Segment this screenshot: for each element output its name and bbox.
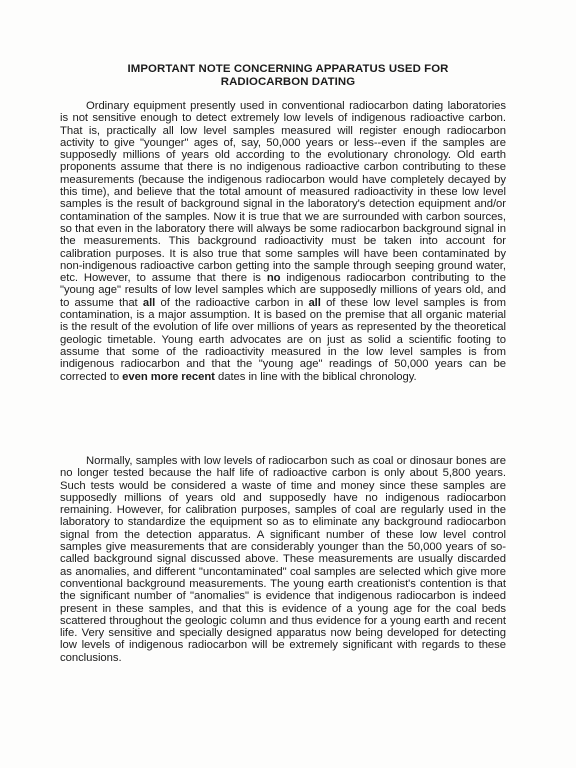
emphasis-even-more-recent: even more recent (122, 370, 215, 383)
document-title-line-1: IMPORTANT NOTE CONCERNING APPARATUS USED FOR (127, 63, 449, 75)
paragraph-1-text-a: Ordinary equipment presently used in conventional radiocarbon dating laboratories is not sensitive enough to detect extremely low levels of indigenous radioactive carbon. That is, practically all low level samples measured will register enough radiocarbon activity to give "younger" ages of, say, 50,000 years or less--even if the samples are supposedly millions of years old according to the evolutionary chronology. Old earth proponents assume that there is no indigenous radioactive carbon contributing to these measurements (because the indigenous radiocarbon would have completely decayed by this time), and believe that the total amount of measured radioactivity in these low level samples is the result of background signal in the laboratory's detection equipment and/or contamination of the samples. Now it is true that we are surrounded with carbon sources, so that even in the laboratory there will always be some radiocarbon background signal in the measurements. This background radioactivity must be taken into account for calibration purposes. It is also true that some samples will have been contaminated by non-indigenous radioactive carbon getting into the sample through seeping ground water, etc. However, to assume that there is (60, 100, 506, 285)
paragraph-1-text-b: indigenous radiocarbon contributing to the "young age" results of low level samples which are supposedly millions of years old, and to assume that (60, 272, 506, 309)
emphasis-all-2: all (308, 296, 321, 309)
emphasis-no: no (266, 272, 281, 285)
emphasis-all-1: all (142, 296, 156, 309)
paragraph-1 (60, 100, 506, 383)
paragraph-1-text-e: dates in line with the biblical chronology. (214, 370, 417, 383)
paragraph-1-text-c: of the radioactive carbon in (155, 296, 309, 309)
document-title-line-2: RADIOCARBON DATING (220, 76, 356, 88)
paragraph-1-text-d: of these low level samples is from contamination, is a major assumption. It is based on the premise that all organic material is the result of the evolution of life over millions of years as represented by the theoretical geologic timetable. Young earth advocates are on just as solid a scientific footing to assume that some of the radioactivity measured in the low level samples is from indigenous radiocarbon and that the "young age" readings of 50,000 years can be corrected to (60, 296, 506, 383)
paragraph-2: Normally, samples with low levels of radiocarbon such as coal or dinosaur bones are no longer tested because the half life of radioactive carbon is only about 5,800 years. Such tests would be considered a waste of time and money since these samples are supposedly millions of years old and supposedly have no indigenous radiocarbon remaining. However, for calibration purposes, samples of coal are regularly used in the laboratory to standardize the equipment so as to eliminate any background radiocarbon signal from the detection apparatus. A significant number of these low level control samples give measurements that are considerably younger than the 50,000 years of so-called background signal discussed above. These measurements are usually discarded as anomalies, and different "uncontaminated" coal samples are selected which give more conventional background measurements. The young earth creationist's contention is that the significant number of "anomalies" is evidence that indigenous radiocarbon is indeed present in these samples, and that this is evidence of a young age for the coal beds scattered throughout the geologic column and thus evidence for a young earth and recent life. Very sensitive and specially designed apparatus now being developed for detecting low levels of indigenous radiocarbon will be extremely significant with regards to these conclusions. (60, 455, 506, 664)
